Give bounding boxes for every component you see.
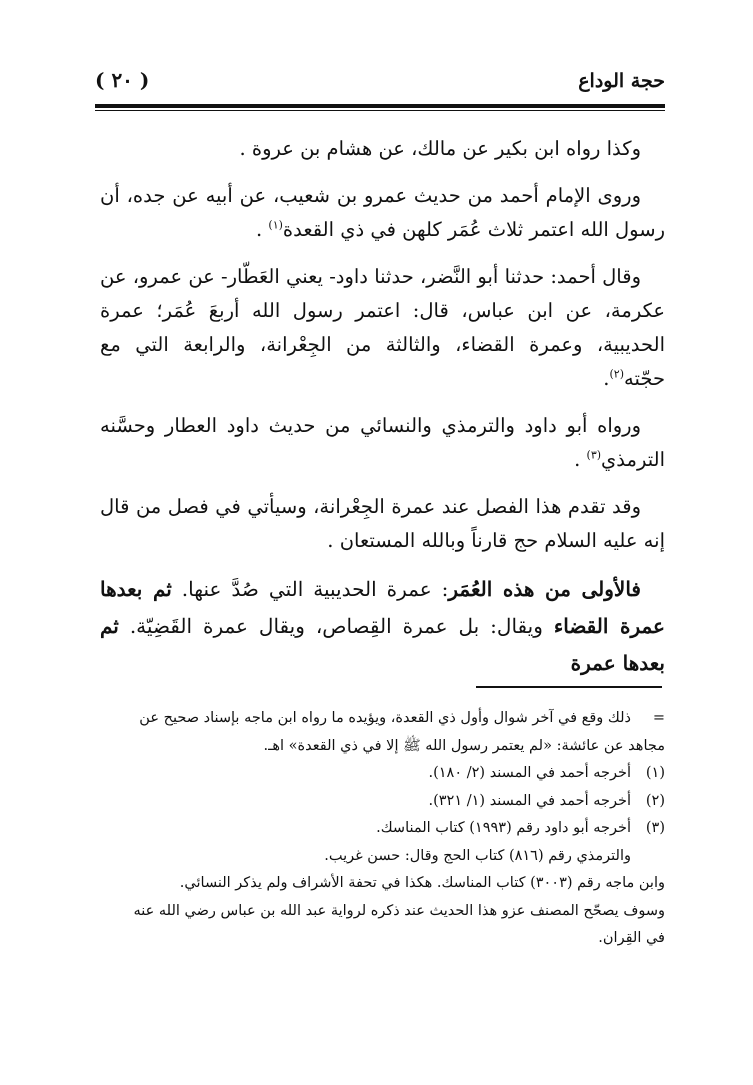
footnote-text: أخرجه أحمد في المسند (٢/ ١٨٠). bbox=[428, 765, 631, 781]
footnote-text: أخرجه أبو داود رقم (١٩٩٣) كتاب المناسك. bbox=[376, 820, 631, 836]
paragraph-end: . bbox=[255, 218, 269, 241]
paragraph-text: ويقال: بل عمرة القِصاص، ويقال عمرة القَضِيّة. bbox=[118, 614, 554, 638]
paragraph-text: وروى الإمام أحمد من حديث عمرو بن شعيب، عن أبيه عن جده، أن رسول الله اعتمر ثلاث عُمَر كلهن في ذي القعدة bbox=[100, 184, 665, 241]
footnote-mark: (٣) bbox=[645, 820, 665, 836]
paragraph-text: وقد تقدم هذا الفصل عند عمرة الجِعْرانة، وسيأتي في فصل من قال إنه عليه السلام حج قارناً وبالله المستعان . bbox=[100, 495, 665, 552]
paragraph-3 bbox=[100, 260, 665, 396]
paragraph-end: . bbox=[574, 448, 587, 471]
bold-phrase: ثم بعدها عمرة bbox=[100, 614, 665, 675]
footnote-3-line-4: وسوف يصحّح المصنف عزو هذا الحديث عند ذكره لرواية عبد الله بن عباس رضي الله عنه bbox=[133, 902, 665, 919]
footnote-3-line-5: في القِران. bbox=[598, 930, 665, 946]
footnote-separator bbox=[476, 686, 662, 688]
footnote-continuation bbox=[98, 705, 665, 733]
footnote-3-line-2: والترمذي رقم (٨١٦) كتاب الحج وقال: حسن غريب. bbox=[324, 847, 631, 864]
paragraph-end: . bbox=[603, 367, 610, 390]
footnote-3-line-3: وابن ماجه رقم (٣٠٠٣) كتاب المناسك. هكذا في تحفة الأشراف ولم يذكر النسائي. bbox=[179, 875, 665, 891]
footnote-continuation-line: مجاهد عن عائشة: «لم يعتمر رسول الله ﷺ إلا في ذي القعدة» اهـ. bbox=[263, 737, 665, 754]
paragraph-text: : عمرة الحديبية التي صُدَّ عنها. bbox=[171, 577, 449, 601]
footnote-1 bbox=[98, 760, 665, 788]
footnote-mark: (١) bbox=[645, 765, 665, 781]
paragraph-text: ورواه أبو داود والترمذي والنسائي من حديث داود العطار وحسَّنه الترمذي bbox=[100, 414, 665, 471]
page-header bbox=[95, 66, 665, 102]
header-rule-thick bbox=[95, 104, 665, 108]
footnote-text: ذلك وقع في آخر شوال وأول ذي القعدة، ويؤيده ما رواه ابن ماجه بإسناد صحيح عن bbox=[139, 710, 631, 726]
paragraph-5 bbox=[100, 490, 665, 558]
paragraph-6 bbox=[100, 571, 665, 682]
paragraph-4 bbox=[100, 409, 665, 477]
footnote-text: أخرجه أحمد في المسند (١/ ٣٢١). bbox=[428, 792, 631, 809]
footnote-mark: = bbox=[652, 710, 665, 726]
paragraph-text: وكذا رواه ابن بكير عن مالك، عن هشام بن عروة . bbox=[239, 137, 641, 160]
paragraph-1 bbox=[100, 132, 665, 166]
footnote-ref: (٣) bbox=[586, 448, 602, 462]
paragraph-2 bbox=[100, 179, 665, 247]
footnote-ref: (٢) bbox=[609, 367, 625, 381]
footnote-mark: (٢) bbox=[645, 792, 665, 809]
main-text bbox=[100, 132, 665, 695]
page-number: ( ٢٠ ) bbox=[95, 68, 150, 92]
footnotes bbox=[98, 705, 665, 953]
header-rule-thin bbox=[95, 110, 665, 111]
bold-phrase: ثم بعدها عمرة القضاء bbox=[100, 577, 665, 638]
paragraph-text: وقال أحمد: حدثنا أبو النَّضر، حدثنا داود- يعني العَطّار- عن عمرو، عن عكرمة، عن ابن عباس، قال: اعتمر رسول الله أربعَ عُمَر؛ عمرة الحديبية، وعمرة القضاء، والثالثة من الجِعْرانة، والرابعة التي مع حجّته bbox=[100, 265, 665, 390]
bold-lead: فالأولى من هذه العُمَر bbox=[448, 577, 641, 601]
footnote-2 bbox=[98, 788, 665, 816]
running-title: حجة الوداع bbox=[578, 70, 665, 92]
footnote-ref: (١) bbox=[268, 218, 283, 232]
footnote-3 bbox=[98, 815, 665, 843]
